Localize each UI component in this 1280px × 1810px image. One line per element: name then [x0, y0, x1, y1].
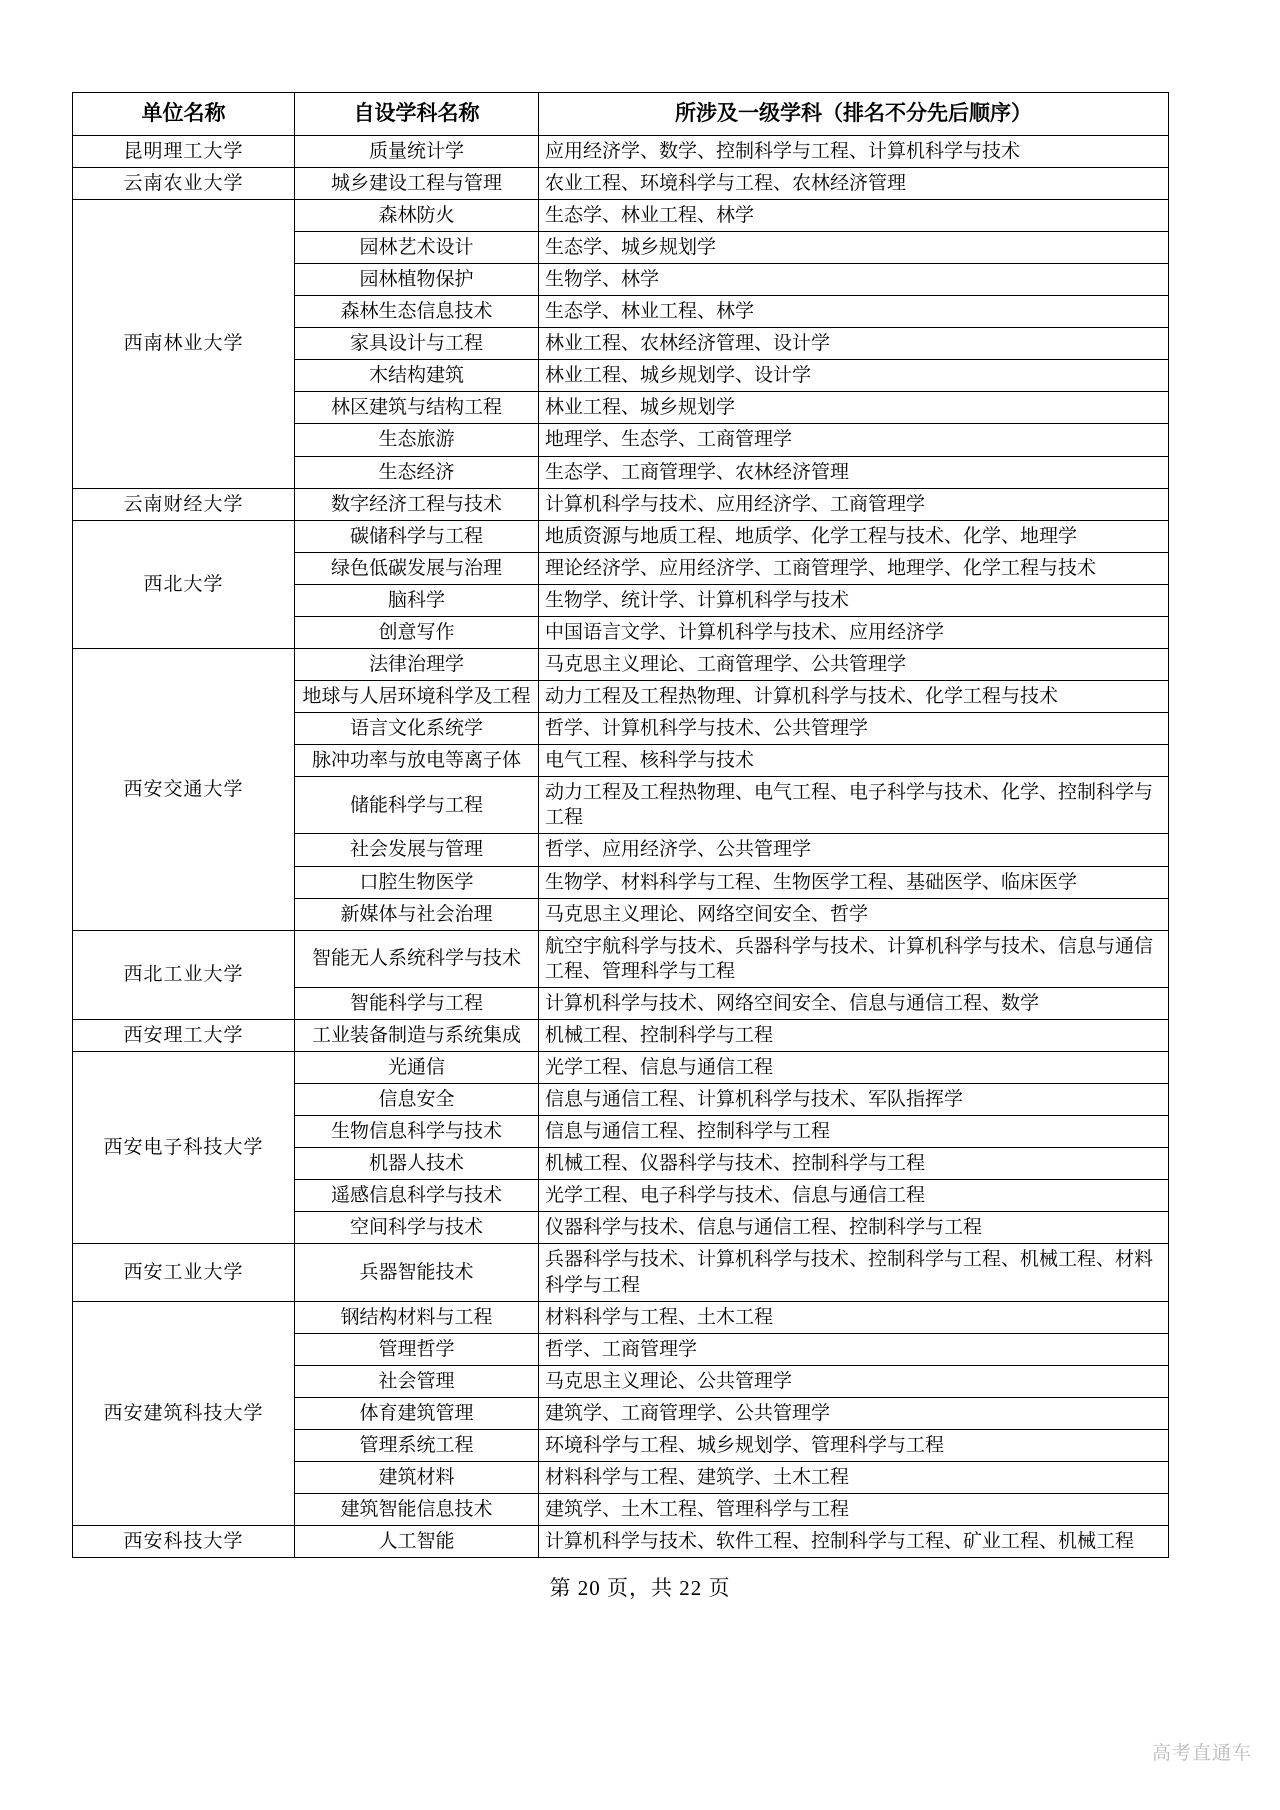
cell-discipline-name: 脑科学 — [295, 584, 539, 616]
cell-first-level-disciplines: 光学工程、电子科学与技术、信息与通信工程 — [539, 1180, 1169, 1212]
table-row — [73, 520, 1169, 552]
cell-first-level-disciplines: 仪器科学与技术、信息与通信工程、控制科学与工程 — [539, 1212, 1169, 1244]
cell-first-level-disciplines: 计算机科学与技术、网络空间安全、信息与通信工程、数学 — [539, 987, 1169, 1019]
cell-first-level-disciplines: 航空宇航科学与技术、兵器科学与技术、计算机科学与技术、信息与通信工程、管理科学与工程 — [539, 930, 1169, 987]
cell-unit-name: 西安交通大学 — [73, 648, 295, 930]
cell-discipline-name: 空间科学与技术 — [295, 1212, 539, 1244]
cell-discipline-name: 建筑智能信息技术 — [295, 1494, 539, 1526]
column-header-first-level: 所涉及一级学科（排名不分先后顺序） — [539, 93, 1169, 136]
cell-discipline-name: 遥感信息科学与技术 — [295, 1180, 539, 1212]
cell-discipline-name: 森林生态信息技术 — [295, 296, 539, 328]
table-row — [73, 199, 1169, 231]
table-row — [73, 1051, 1169, 1083]
cell-first-level-disciplines: 林业工程、城乡规划学、设计学 — [539, 360, 1169, 392]
cell-discipline-name: 林区建筑与结构工程 — [295, 392, 539, 424]
cell-first-level-disciplines: 林业工程、城乡规划学 — [539, 392, 1169, 424]
cell-unit-name: 西北大学 — [73, 520, 295, 648]
cell-discipline-name: 质量统计学 — [295, 135, 539, 167]
cell-discipline-name: 建筑材料 — [295, 1462, 539, 1494]
cell-first-level-disciplines: 电气工程、核科学与技术 — [539, 745, 1169, 777]
cell-first-level-disciplines: 兵器科学与技术、计算机科学与技术、控制科学与工程、机械工程、材料科学与工程 — [539, 1244, 1169, 1301]
cell-discipline-name: 生态旅游 — [295, 424, 539, 456]
cell-discipline-name: 家具设计与工程 — [295, 328, 539, 360]
cell-first-level-disciplines: 生态学、工商管理学、农林经济管理 — [539, 456, 1169, 488]
column-header-discipline: 自设学科名称 — [295, 93, 539, 136]
cell-discipline-name: 木结构建筑 — [295, 360, 539, 392]
cell-unit-name: 西安理工大学 — [73, 1019, 295, 1051]
cell-first-level-disciplines: 农业工程、环境科学与工程、农林经济管理 — [539, 167, 1169, 199]
cell-first-level-disciplines: 光学工程、信息与通信工程 — [539, 1051, 1169, 1083]
cell-first-level-disciplines: 哲学、计算机科学与技术、公共管理学 — [539, 713, 1169, 745]
watermark: 高考直通车 — [1151, 1743, 1252, 1764]
cell-first-level-disciplines: 哲学、应用经济学、公共管理学 — [539, 834, 1169, 866]
cell-discipline-name: 城乡建设工程与管理 — [295, 167, 539, 199]
table-header — [73, 93, 1169, 136]
cell-unit-name: 云南财经大学 — [73, 488, 295, 520]
table-row — [73, 1244, 1169, 1301]
table-body — [73, 135, 1169, 1558]
cell-discipline-name: 口腔生物医学 — [295, 866, 539, 898]
cell-discipline-name: 园林植物保护 — [295, 264, 539, 296]
column-header-unit: 单位名称 — [73, 93, 295, 136]
cell-first-level-disciplines: 生态学、城乡规划学 — [539, 231, 1169, 263]
cell-first-level-disciplines: 材料科学与工程、土木工程 — [539, 1301, 1169, 1333]
cell-unit-name: 西安科技大学 — [73, 1526, 295, 1558]
cell-first-level-disciplines: 马克思主义理论、工商管理学、公共管理学 — [539, 648, 1169, 680]
cell-discipline-name: 数字经济工程与技术 — [295, 488, 539, 520]
cell-first-level-disciplines: 马克思主义理论、网络空间安全、哲学 — [539, 898, 1169, 930]
cell-unit-name: 云南农业大学 — [73, 167, 295, 199]
cell-first-level-disciplines: 计算机科学与技术、应用经济学、工商管理学 — [539, 488, 1169, 520]
cell-discipline-name: 管理哲学 — [295, 1333, 539, 1365]
cell-first-level-disciplines: 哲学、工商管理学 — [539, 1333, 1169, 1365]
cell-first-level-disciplines: 计算机科学与技术、软件工程、控制科学与工程、矿业工程、机械工程 — [539, 1526, 1169, 1558]
cell-first-level-disciplines: 建筑学、土木工程、管理科学与工程 — [539, 1494, 1169, 1526]
cell-discipline-name: 森林防火 — [295, 199, 539, 231]
cell-discipline-name: 社会发展与管理 — [295, 834, 539, 866]
cell-discipline-name: 脉冲功率与放电等离子体 — [295, 745, 539, 777]
cell-first-level-disciplines: 动力工程及工程热物理、计算机科学与技术、化学工程与技术 — [539, 681, 1169, 713]
cell-discipline-name: 兵器智能技术 — [295, 1244, 539, 1301]
cell-unit-name: 西安工业大学 — [73, 1244, 295, 1301]
cell-discipline-name: 法律治理学 — [295, 648, 539, 680]
table-row — [73, 135, 1169, 167]
cell-unit-name: 西安建筑科技大学 — [73, 1301, 295, 1526]
cell-discipline-name: 地球与人居环境科学及工程 — [295, 681, 539, 713]
cell-discipline-name: 生物信息科学与技术 — [295, 1116, 539, 1148]
table-row — [73, 930, 1169, 987]
cell-discipline-name: 创意写作 — [295, 616, 539, 648]
cell-discipline-name: 生态经济 — [295, 456, 539, 488]
cell-discipline-name: 工业装备制造与系统集成 — [295, 1019, 539, 1051]
cell-discipline-name: 新媒体与社会治理 — [295, 898, 539, 930]
cell-discipline-name: 光通信 — [295, 1051, 539, 1083]
cell-discipline-name: 储能科学与工程 — [295, 777, 539, 834]
cell-first-level-disciplines: 生态学、林业工程、林学 — [539, 199, 1169, 231]
cell-first-level-disciplines: 机械工程、仪器科学与技术、控制科学与工程 — [539, 1148, 1169, 1180]
cell-first-level-disciplines: 马克思主义理论、公共管理学 — [539, 1365, 1169, 1397]
cell-first-level-disciplines: 材料科学与工程、建筑学、土木工程 — [539, 1462, 1169, 1494]
cell-first-level-disciplines: 生态学、林业工程、林学 — [539, 296, 1169, 328]
cell-first-level-disciplines: 生物学、统计学、计算机科学与技术 — [539, 584, 1169, 616]
cell-first-level-disciplines: 生物学、材料科学与工程、生物医学工程、基础医学、临床医学 — [539, 866, 1169, 898]
cell-first-level-disciplines: 地理学、生态学、工商管理学 — [539, 424, 1169, 456]
cell-discipline-name: 人工智能 — [295, 1526, 539, 1558]
cell-first-level-disciplines: 中国语言文学、计算机科学与技术、应用经济学 — [539, 616, 1169, 648]
cell-first-level-disciplines: 理论经济学、应用经济学、工商管理学、地理学、化学工程与技术 — [539, 552, 1169, 584]
cell-first-level-disciplines: 动力工程及工程热物理、电气工程、电子科学与技术、化学、控制科学与工程 — [539, 777, 1169, 834]
cell-discipline-name: 体育建筑管理 — [295, 1397, 539, 1429]
cell-first-level-disciplines: 建筑学、工商管理学、公共管理学 — [539, 1397, 1169, 1429]
table-row — [73, 1301, 1169, 1333]
table-row — [73, 488, 1169, 520]
cell-discipline-name: 管理系统工程 — [295, 1429, 539, 1461]
cell-unit-name: 西北工业大学 — [73, 930, 295, 1019]
cell-first-level-disciplines: 机械工程、控制科学与工程 — [539, 1019, 1169, 1051]
cell-first-level-disciplines: 应用经济学、数学、控制科学与工程、计算机科学与技术 — [539, 135, 1169, 167]
cell-discipline-name: 信息安全 — [295, 1084, 539, 1116]
page-footer: 第 20 页，共 22 页 — [549, 1576, 731, 1600]
table-row — [73, 1019, 1169, 1051]
cell-first-level-disciplines: 信息与通信工程、控制科学与工程 — [539, 1116, 1169, 1148]
cell-discipline-name: 钢结构材料与工程 — [295, 1301, 539, 1333]
table-header-row — [73, 93, 1169, 136]
table-row — [73, 648, 1169, 680]
cell-unit-name: 西南林业大学 — [73, 199, 295, 488]
cell-discipline-name: 智能无人系统科学与技术 — [295, 930, 539, 987]
cell-discipline-name: 碳储科学与工程 — [295, 520, 539, 552]
cell-discipline-name: 机器人技术 — [295, 1148, 539, 1180]
cell-first-level-disciplines: 环境科学与工程、城乡规划学、管理科学与工程 — [539, 1429, 1169, 1461]
table-row — [73, 1526, 1169, 1558]
cell-discipline-name: 语言文化系统学 — [295, 713, 539, 745]
table-row — [73, 167, 1169, 199]
cell-first-level-disciplines: 信息与通信工程、计算机科学与技术、军队指挥学 — [539, 1084, 1169, 1116]
cell-unit-name: 西安电子科技大学 — [73, 1051, 295, 1243]
disciplines-table — [72, 92, 1169, 1558]
cell-discipline-name: 园林艺术设计 — [295, 231, 539, 263]
cell-first-level-disciplines: 林业工程、农林经济管理、设计学 — [539, 328, 1169, 360]
cell-first-level-disciplines: 生物学、林学 — [539, 264, 1169, 296]
cell-discipline-name: 绿色低碳发展与治理 — [295, 552, 539, 584]
cell-first-level-disciplines: 地质资源与地质工程、地质学、化学工程与技术、化学、地理学 — [539, 520, 1169, 552]
cell-discipline-name: 社会管理 — [295, 1365, 539, 1397]
cell-unit-name: 昆明理工大学 — [73, 135, 295, 167]
cell-discipline-name: 智能科学与工程 — [295, 987, 539, 1019]
